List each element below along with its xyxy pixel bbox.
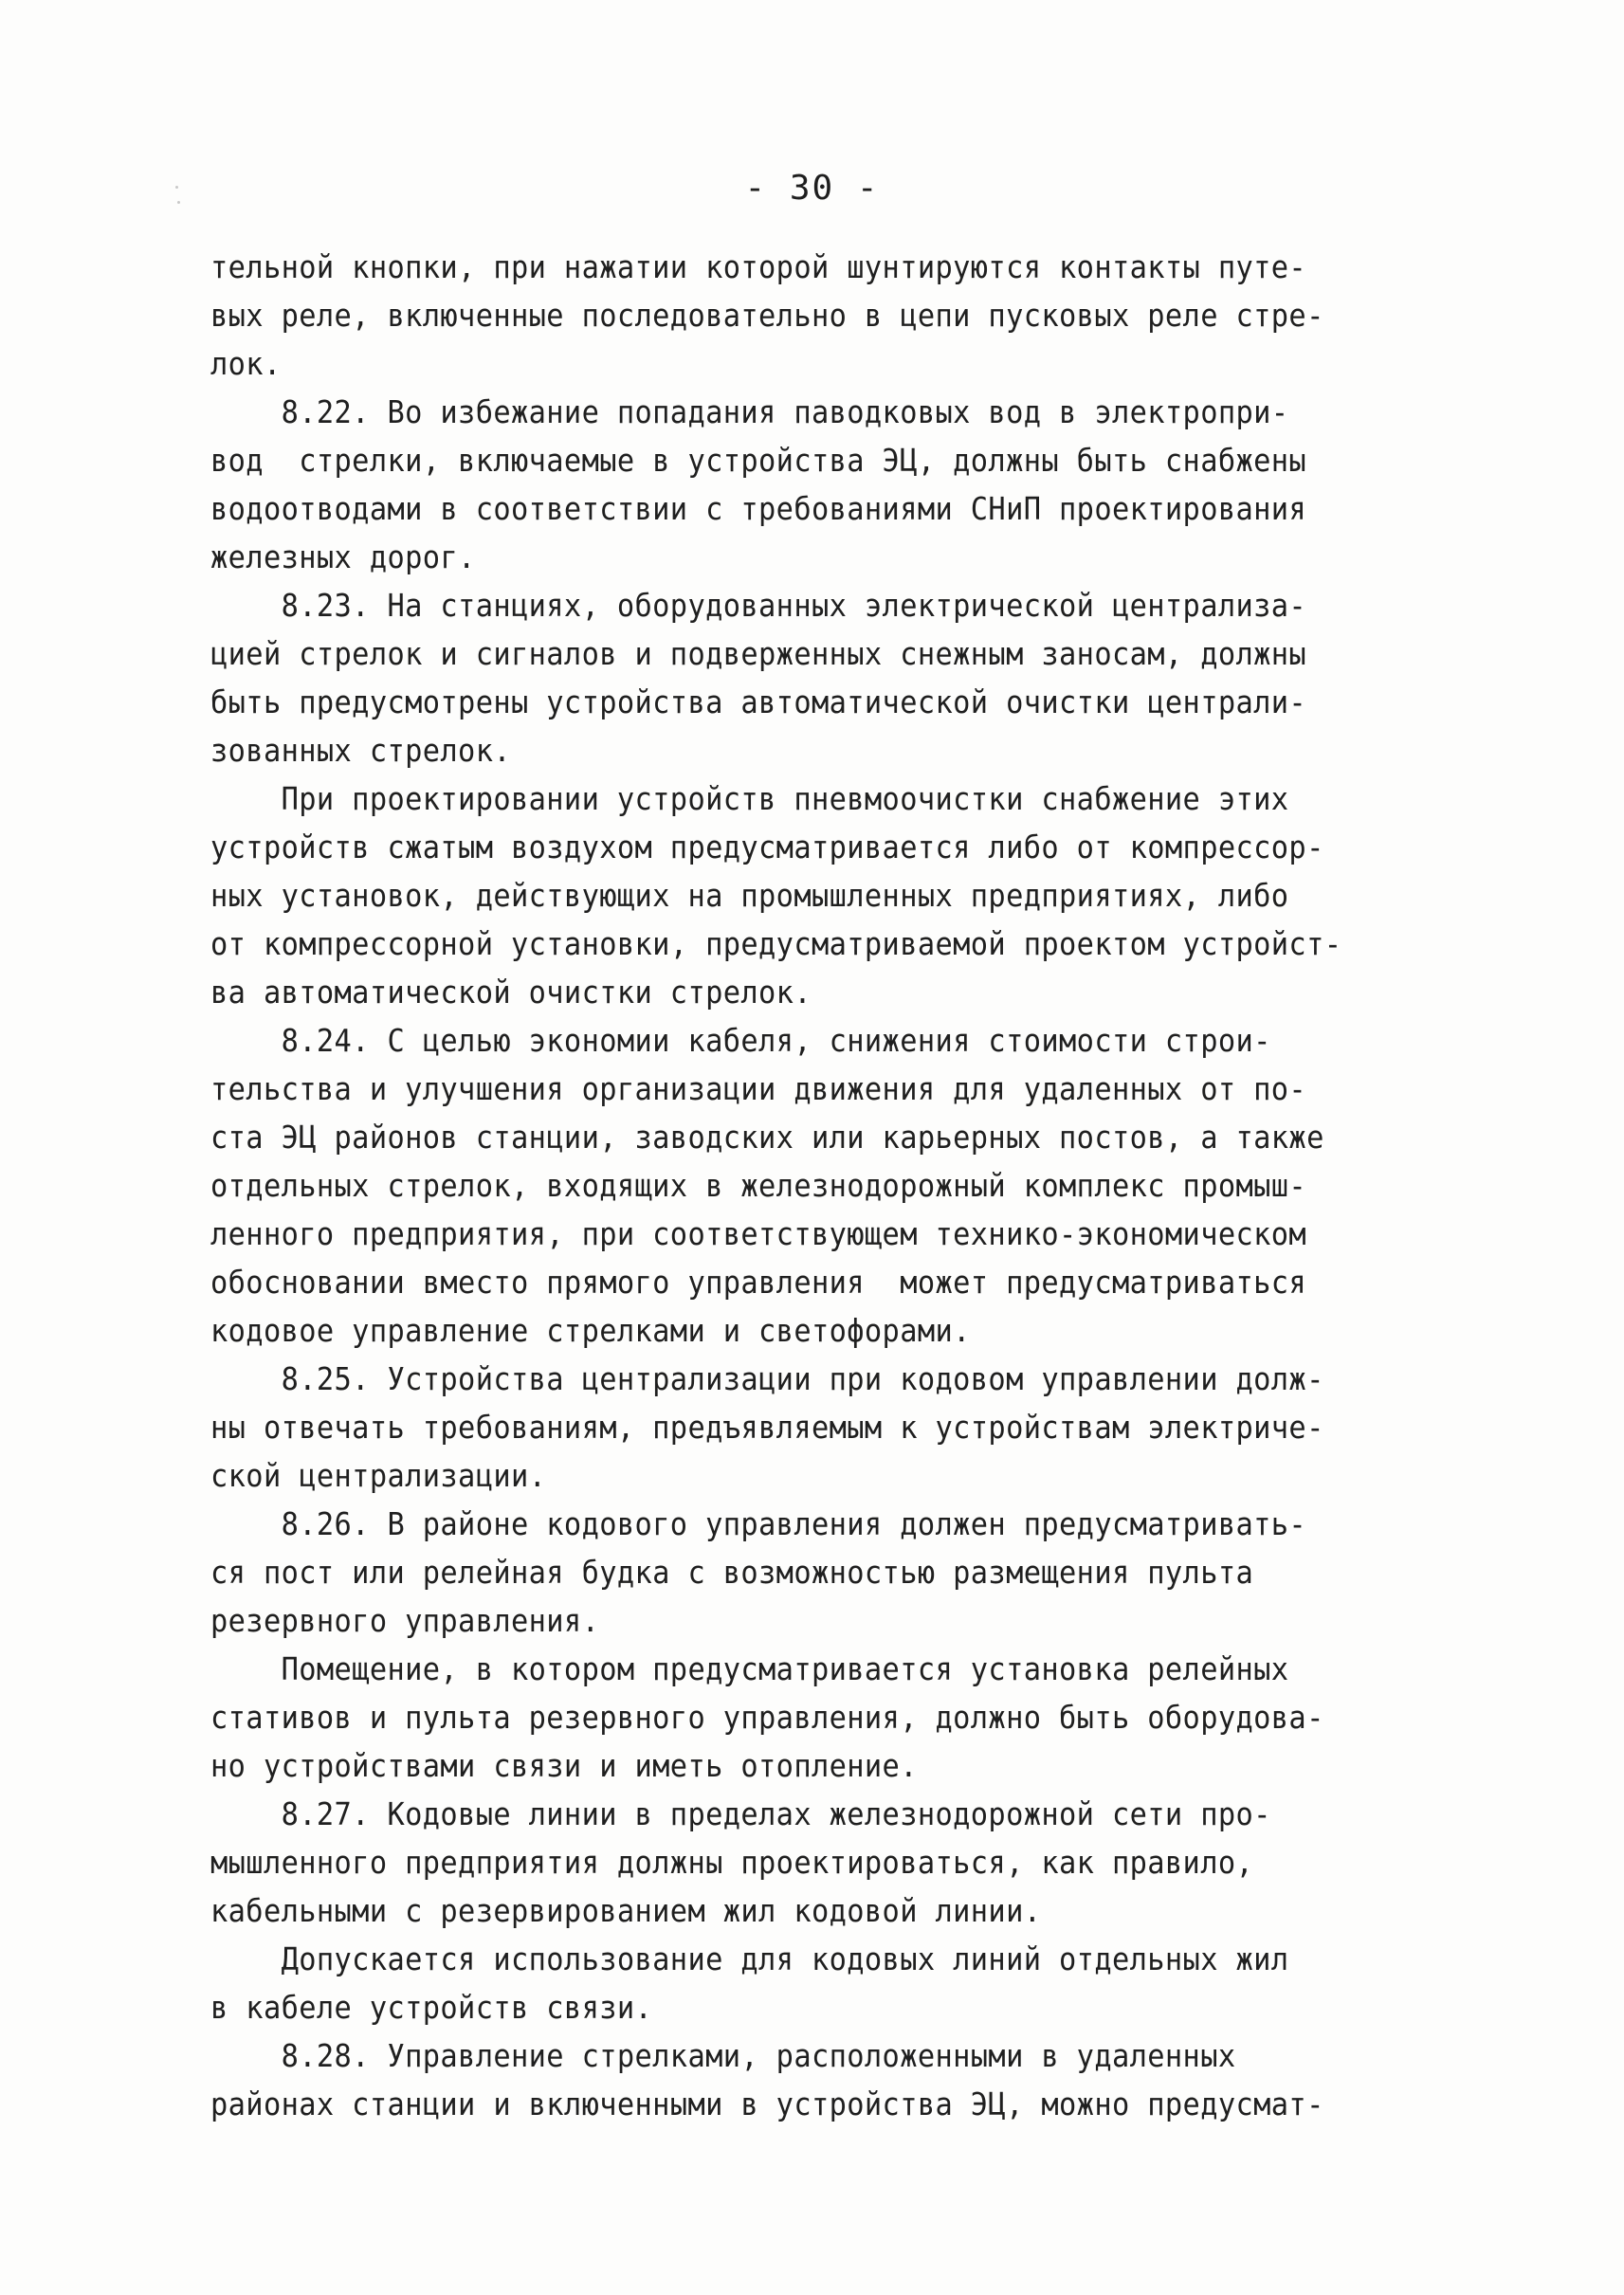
text-line: ской централизации. — [210, 1457, 547, 1494]
text-line: резервного управления. — [210, 1602, 600, 1639]
text-line: 8.28. Управление стрелками, расположенными в удаленных — [210, 2037, 1236, 2074]
text-line: вых реле, включенные последовательно в цепи пусковых реле стре- — [210, 297, 1324, 334]
text-line: 8.24. С целью экономии кабеля, снижения стоимости строи- — [210, 1022, 1271, 1059]
text-line: кабельными с резервированием жил кодовой линии. — [210, 1892, 1042, 1929]
text-line: 8.22. Во избежание попадания паводковых вод в электропри- — [210, 393, 1289, 430]
text-line: быть предусмотрены устройства автоматической очистки централи- — [210, 683, 1307, 720]
text-line: но устройствами связи и иметь отопление. — [210, 1747, 918, 1784]
text-line: устройств сжатым воздухом предусматривается либо от компрессор- — [210, 829, 1324, 865]
scan-speck — [177, 201, 180, 204]
text-line: железных дорог. — [210, 538, 476, 575]
text-line: ста ЭЦ районов станции, заводских или карьерных постов, а также — [210, 1119, 1324, 1156]
text-line: обосновании вместо прямого управления может предусматриваться — [210, 1264, 1307, 1301]
text-line: Помещение, в котором предусматривается установка релейных — [210, 1650, 1289, 1687]
text-line: Допускается использование для кодовых линий отдельных жил — [210, 1940, 1289, 1977]
text-line: районах станции и включенными в устройства ЭЦ, можно предусмат- — [210, 2086, 1324, 2122]
text-line: тельной кнопки, при нажатии которой шунтируются контакты путе- — [210, 248, 1307, 285]
text-line: вод стрелки, включаемые в устройства ЭЦ, должны быть снабжены — [210, 442, 1307, 479]
text-line: стативов и пульта резервного управления, должно быть оборудова- — [210, 1699, 1324, 1736]
text-line: ных установок, действующих на промышленных предприятиях, либо — [210, 877, 1289, 914]
text-line: 8.27. Кодовые линии в пределах железнодорожной сети про- — [210, 1795, 1271, 1832]
text-line: лок. — [210, 345, 282, 382]
text-line: ва автоматической очистки стрелок. — [210, 974, 812, 1011]
text-line: мышленного предприятия должны проектироваться, как правило, — [210, 1844, 1254, 1881]
text-line: ленного предприятия, при соответствующем технико-экономическом — [210, 1215, 1307, 1252]
text-line: ны отвечать требованиям, предъявляемым к устройствам электриче- — [210, 1409, 1324, 1446]
text-line: цией стрелок и сигналов и подверженных снежным заносам, должны — [210, 635, 1307, 672]
text-line: кодовое управление стрелками и светофорами. — [210, 1312, 971, 1349]
text-line: водоотводами в соответствии с требованиями СНиП проектирования — [210, 490, 1307, 527]
text-line: отдельных стрелок, входящих в железнодорожный комплекс промыш- — [210, 1167, 1307, 1204]
text-line: 8.25. Устройства централизации при кодовом управлении долж- — [210, 1360, 1324, 1397]
text-line: 8.23. На станциях, оборудованных электрической централиза- — [210, 587, 1307, 624]
text-line: тельства и улучшения организации движения для удаленных от по- — [210, 1070, 1307, 1107]
text-line: зованных стрелок. — [210, 732, 511, 769]
text-line: При проектировании устройств пневмоочистки снабжение этих — [210, 780, 1289, 817]
text-line: в кабеле устройств связи. — [210, 1989, 653, 2026]
text-line: 8.26. В районе кодового управления должен предусматривать- — [210, 1505, 1307, 1542]
text-line: ся пост или релейная будка с возможностью размещения пульта — [210, 1554, 1254, 1591]
page-number: - 30 - — [744, 169, 880, 208]
text-line: от компрессорной установки, предусматриваемой проектом устройст- — [210, 925, 1342, 962]
scan-speck — [175, 186, 178, 189]
